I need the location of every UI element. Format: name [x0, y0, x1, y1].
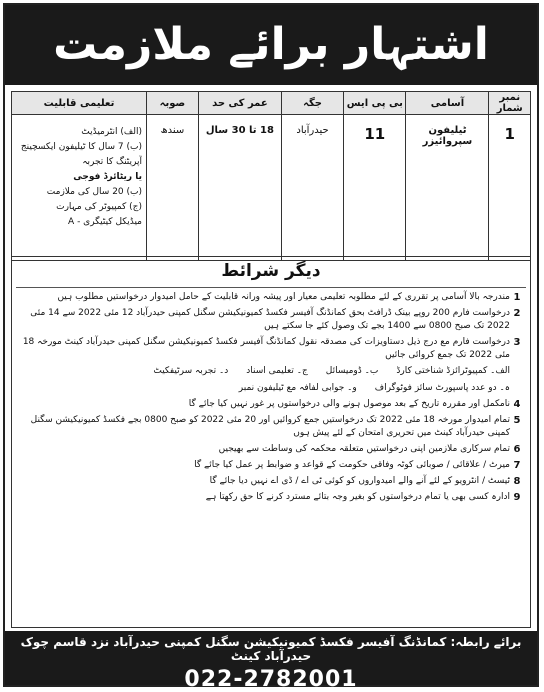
- condition-number: 1: [513, 292, 521, 303]
- qualification-line: (ب) 7 سال کا ٹیلیفون ایکسچینج: [20, 142, 142, 152]
- header-bps: بی پی ایس: [344, 92, 406, 115]
- condition-text: درخواست فارم 200 روپے بینک ڈرافٹ بحق کمانڈنگ آفیسر فکسڈ کمیونیکیشن سگنل کمپنی حیدرآباد 12 مئی 2022 سے 14 مئی 2022 تک صبح 0800 سے 1400 بجے تک وصول کئے جا سکتے ہیں: [30, 308, 510, 331]
- contact-address: برائے رابطہ: کمانڈنگ آفیسر فکسڈ کمیونیکیشن سگنل کمپنی حیدرآباد نزد قاسم چوک حیدرآباد کینٹ: [20, 635, 522, 663]
- header-age: عمر کی حد: [198, 92, 281, 115]
- job-advertisement: [3, 3, 539, 692]
- divider: [16, 287, 526, 288]
- cell-bps: 11: [344, 115, 406, 261]
- header-serial: نمبر شمار: [489, 92, 531, 115]
- condition-item: [18, 414, 524, 440]
- condition-item: [18, 336, 524, 362]
- document-item: ج۔ تعلیمی اسناد: [246, 366, 308, 376]
- document-item: الف۔ کمپیوٹرائزڈ شناختی کارڈ: [396, 366, 510, 376]
- qualification-line: میڈیکل کیٹیگری - A: [68, 217, 142, 227]
- cell-qualification: [12, 115, 147, 261]
- cell-place: حیدرآباد: [281, 115, 343, 261]
- conditions-list: [18, 291, 524, 507]
- header-qualification: تعلیمی قابلیت: [12, 92, 147, 115]
- condition-number: 3: [513, 337, 521, 348]
- condition-item: [18, 459, 524, 472]
- ad-title-banner: اشتہار برائے ملازمت: [5, 5, 537, 85]
- condition-text: تمام سرکاری ملازمین اپنی درخواستیں متعلقہ محکمہ کی وساطت سے بھیجیں: [218, 444, 510, 454]
- contact-footer: [5, 631, 537, 692]
- condition-item: [18, 398, 524, 411]
- jobs-table: [11, 91, 531, 261]
- table-header-row: [12, 92, 531, 115]
- condition-text: تمام امیدوار مورخہ 18 مئی 2022 تک درخواستیں جمع کروائیں اور 20 مئی 2022 کو صبح 0800 بجے فکسڈ کمیونیکیشن سگنل کمپنی حیدرآباد کینٹ میں تحریری امتحان کے لئے پیش ہوں: [30, 415, 510, 438]
- other-conditions-section: [11, 256, 531, 628]
- cell-post: ٹیلیفون سپروائیزر: [406, 115, 489, 261]
- condition-number: 7: [513, 460, 521, 471]
- condition-number: 5: [513, 415, 521, 426]
- cell-age: 18 تا 30 سال: [198, 115, 281, 261]
- condition-item: [18, 307, 524, 333]
- condition-text: نامکمل اور مقررہ تاریخ کے بعد موصول ہونے والی درخواستوں پر غور نہیں کیا جائے گا: [188, 399, 510, 409]
- document-item: ب۔ ڈومیسائل: [325, 366, 379, 376]
- condition-item: [18, 443, 524, 456]
- condition-text: مندرجہ بالا آسامی پر تقرری کے لئے مطلوبہ تعلیمی معیار اور پیشہ ورانہ قابلیت کے حامل امیدوار درخواستیں مطلوب ہیں: [57, 292, 510, 302]
- required-documents: [18, 365, 524, 395]
- condition-number: 4: [513, 399, 521, 410]
- header-province: صوبہ: [147, 92, 199, 115]
- condition-text: ٹیسٹ / انٹرویو کے لئے آنے والے امیدواروں کو کوئی ٹی اے / ڈی اے نہیں دیا جائے گا: [209, 476, 510, 486]
- contact-phone: 022-2782001: [184, 667, 358, 692]
- condition-number: 6: [513, 444, 521, 455]
- conditions-heading: دیگر شرائط: [221, 261, 321, 281]
- document-item: د۔ تجربہ سرٹیفکیٹ: [153, 366, 229, 376]
- condition-item: [18, 491, 524, 504]
- condition-text: میرٹ / علاقائی / صوبائی کوٹہ وفاقی حکومت کے قواعد و ضوابط پر عمل کیا جائے گا: [194, 460, 510, 470]
- condition-item: [18, 291, 524, 304]
- cell-serial: 1: [489, 115, 531, 261]
- qualification-line: (الف) انٹرمیڈیٹ: [81, 127, 142, 137]
- header-place: جگہ: [281, 92, 343, 115]
- condition-number: 2: [513, 308, 521, 319]
- qualification-line: (ب) 20 سال کی ملازمت: [46, 187, 142, 197]
- qualification-line: آپریٹنگ کا تجربہ: [82, 157, 142, 167]
- qualification-line: (ج) کمپیوٹر کی مہارت: [56, 202, 142, 212]
- condition-number: 8: [513, 476, 521, 487]
- document-item: ہ۔ دو عدد پاسپورٹ سائز فوٹوگراف: [374, 383, 510, 393]
- condition-text: درخواست فارم مع درج ذیل دستاویزات کی مصدقہ نقول کمانڈنگ آفیسر فکسڈ کمیونیکیشن سگنل کمپنی حیدرآباد کینٹ مورخہ 18 مئی 2022 تک جمع کروائی جائیں: [22, 337, 510, 360]
- condition-text: ادارہ کسی بھی یا تمام درخواستوں کو بغیر وجہ بتائے مسترد کرنے کا حق رکھتا ہے: [205, 492, 510, 502]
- condition-number: 9: [513, 492, 521, 503]
- qualification-line: یا ریٹائرڈ فوجی: [73, 172, 142, 182]
- document-item: و۔ جوابی لفافہ مع ٹیلیفون نمبر: [238, 383, 357, 393]
- cell-province: سندھ: [147, 115, 199, 261]
- header-post: آسامی: [406, 92, 489, 115]
- condition-item: [18, 475, 524, 488]
- table-row: [12, 115, 531, 261]
